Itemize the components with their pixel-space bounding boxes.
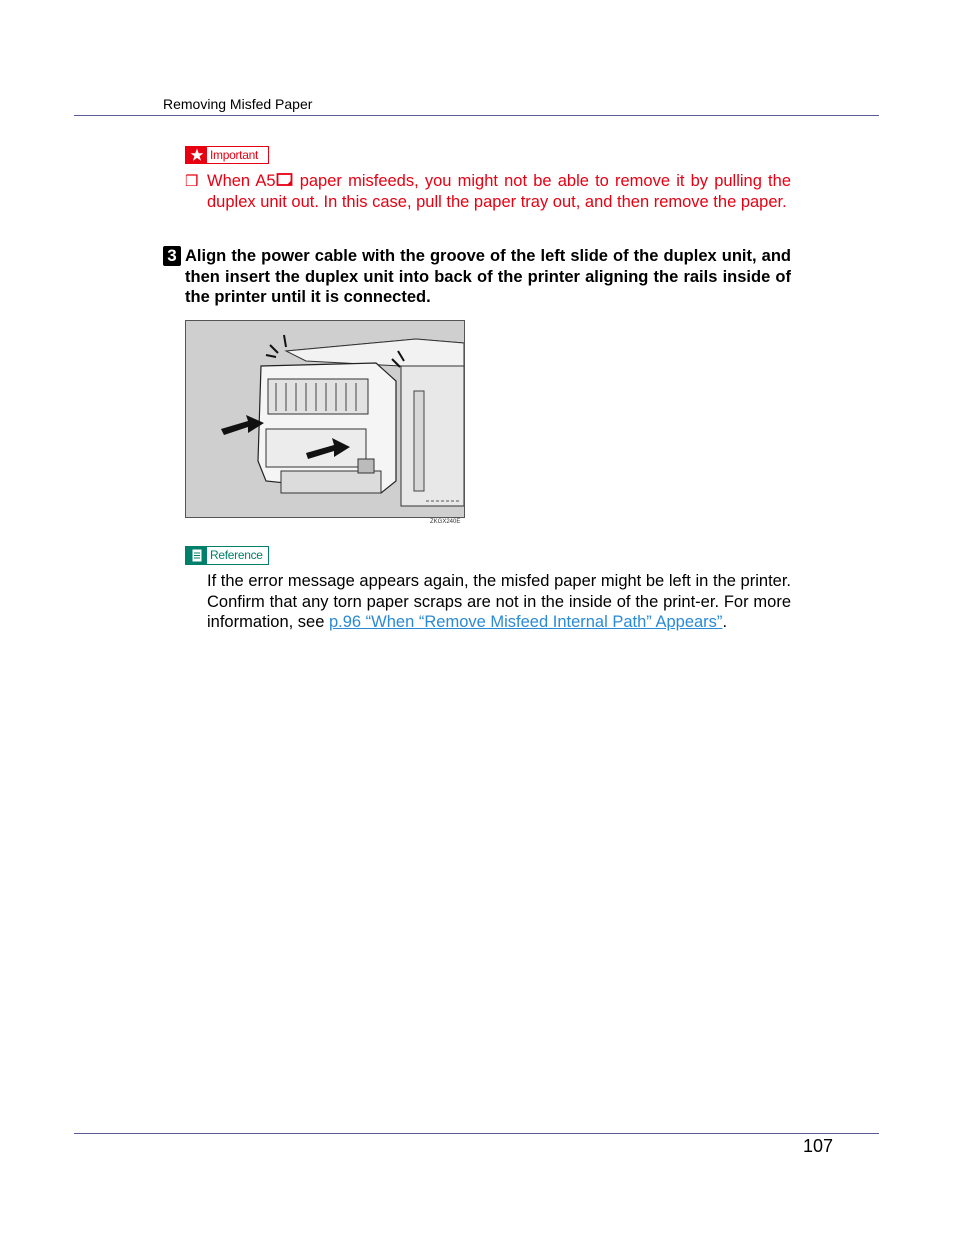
note-text-end: paper misfeeds, you might not be able to remove it by pulling the duplex unit out. In this case, pull the paper tray out, and then remove the paper.: [207, 172, 791, 211]
important-note: [185, 171, 791, 212]
important-label: Important: [210, 148, 258, 162]
reference-badge: [185, 546, 269, 565]
note-text-start: When A5: [207, 172, 276, 190]
reference-body: If the error message appears again, the misfed paper might be left in the printer. Confirm that any torn paper scraps are not in the inside of the print-er. For more information, see: [207, 572, 791, 631]
important-badge: [185, 146, 269, 164]
paper-orientation-icon: [276, 172, 294, 188]
misfeed-internal-path-link[interactable]: p.96 “When “Remove Misfeed Internal Path” Appears”: [328, 613, 723, 631]
step-number: 3: [163, 246, 181, 266]
footer-rule: [74, 1133, 879, 1134]
important-note-text: [207, 171, 791, 212]
step-3: [163, 246, 791, 308]
reference-end: .: [722, 613, 728, 631]
star-icon: [186, 147, 207, 163]
figure-code: ZKGX240E: [430, 519, 461, 525]
checkbox-icon: ❒: [185, 173, 199, 190]
step-text: Align the power cable with the groove of the left slide of the duplex unit, and then insert the duplex unit into back of the printer aligning the rails inside of the printer until it is connected.: [185, 247, 791, 306]
header-rule: [74, 115, 879, 116]
running-head: Removing Misfed Paper: [163, 96, 313, 112]
printer-illustration: [185, 320, 465, 518]
reference-label: Reference: [210, 548, 263, 562]
document-icon: [186, 547, 207, 564]
page-number: 107: [803, 1136, 834, 1156]
reference-text: [207, 571, 791, 633]
